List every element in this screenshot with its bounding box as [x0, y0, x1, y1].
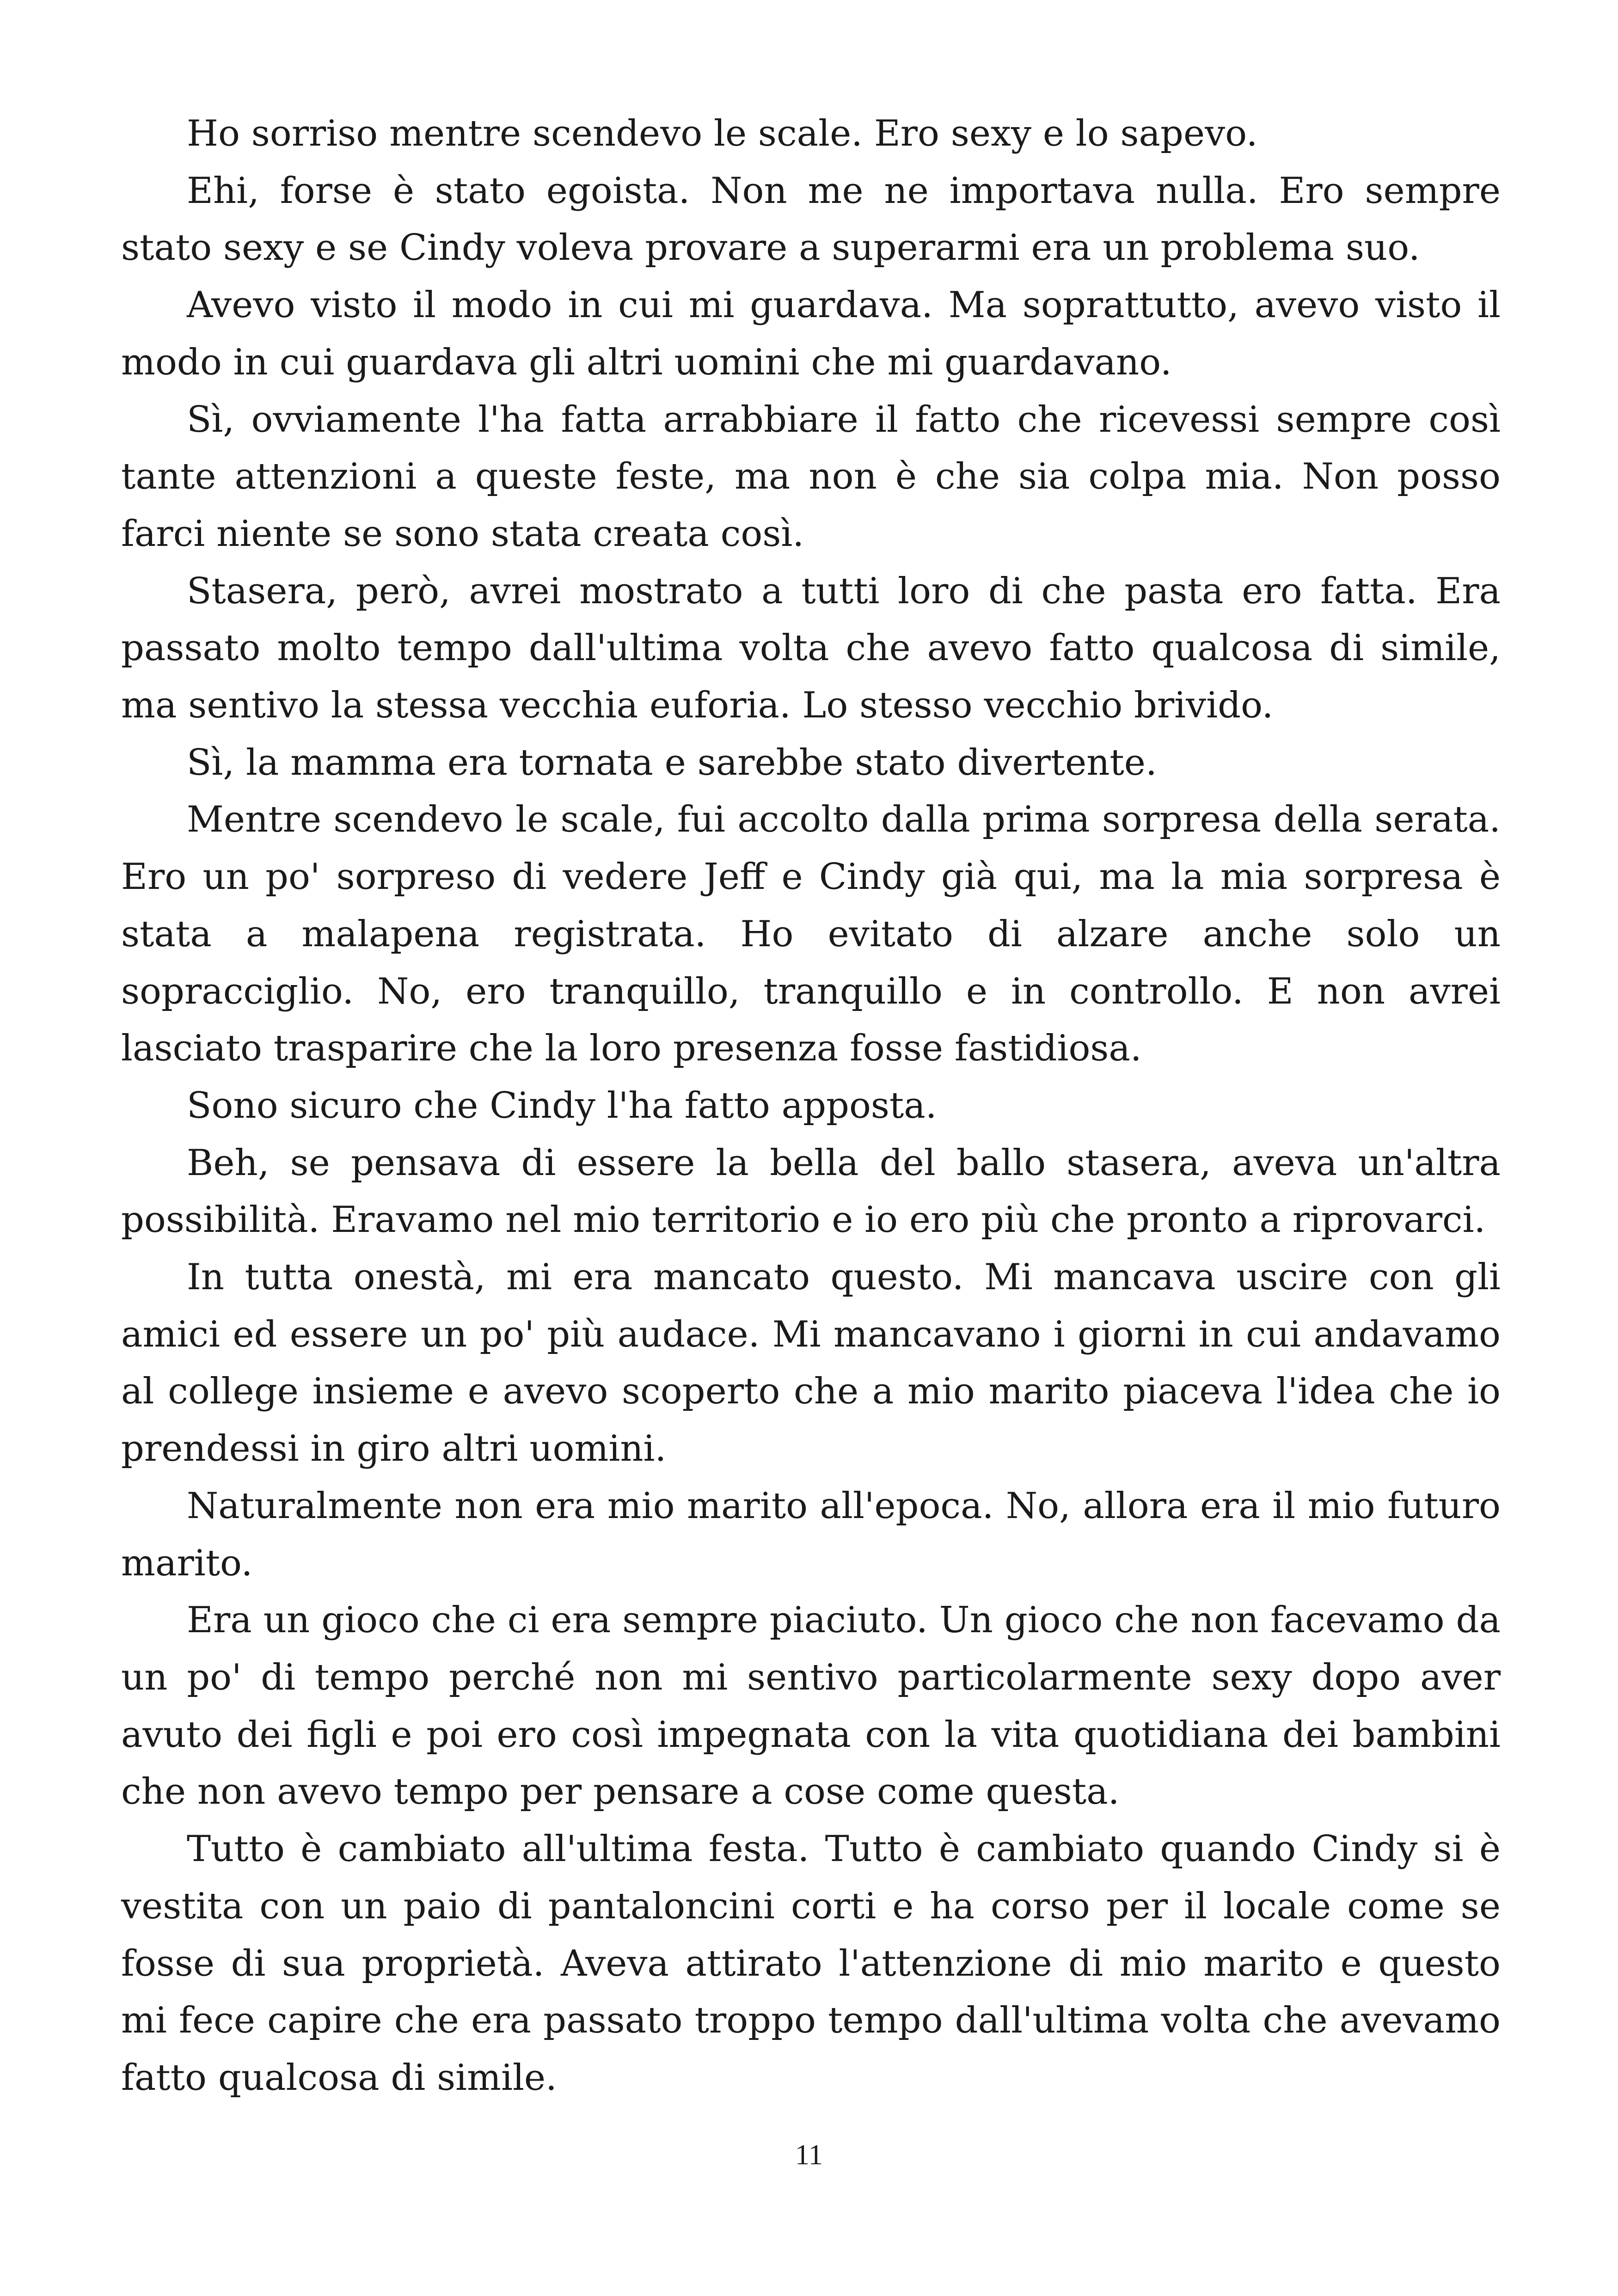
body-text [121, 105, 1501, 2107]
paragraph: Mentre scendevo le scale, fui accolto dalla prima sorpresa della serata. Ero un po' sorpreso di vedere Jeff e Cindy già qui, ma la mia sorpresa è stata a malapena registrata. Ho evitato di alzare anche solo un sopracciglio. No, ero tranquillo, tranquillo e in controllo. E non avrei lasciato trasparire che la loro presenza fosse fastidiosa. [121, 799, 1501, 1070]
paragraph: Ho sorriso mentre scendevo le scale. Ero sexy e lo sapevo. [187, 113, 1258, 154]
paragraph: Sono sicuro che Cindy l'ha fatto apposta. [187, 1084, 937, 1127]
page-number: 11 [795, 2139, 823, 2171]
paragraph: Stasera, però, avrei mostrato a tutti loro di che pasta ero fatta. Era passato molto tempo dall'ultima volta che avevo fatto qualcosa di simile, ma sentivo la stessa vecchia euforia. Lo stesso vecchio brivido. [121, 570, 1501, 727]
paragraph: Tutto è cambiato all'ultima festa. Tutto è cambiato quando Cindy si è vestita con un paio di pantaloncini corti e ha corso per il locale come se fosse di sua proprietà. Aveva attirato l'attenzione di mio marito e questo mi fece capire che era passato troppo tempo dall'ultima volta che avevamo fatto qualcosa di simile. [121, 1828, 1501, 2099]
paragraph: Ehi, forse è stato egoista. Non me ne importava nulla. Ero sempre stato sexy e se Cindy voleva provare a superarmi era un problema suo. [121, 170, 1501, 269]
paragraph: In tutta onestà, mi era mancato questo. Mi mancava uscire con gli amici ed essere un po' più audace. Mi mancavano i giorni in cui andavamo al college insieme e avevo scoperto che a mio marito piaceva l'idea che io prendessi in giro altri uomini. [121, 1256, 1501, 1470]
paragraph: Sì, la mamma era tornata e sarebbe stato divertente. [187, 741, 1157, 784]
paragraph: Avevo visto il modo in cui mi guardava. Ma soprattutto, avevo visto il modo in cui guardava gli altri uomini che mi guardavano. [121, 284, 1501, 383]
paragraph: Sì, ovviamente l'ha fatta arrabbiare il fatto che ricevessi sempre così tante attenzioni a queste feste, ma non è che sia colpa mia. Non posso farci niente se sono stata creata così. [121, 398, 1501, 555]
paragraph: Beh, se pensava di essere la bella del ballo stasera, aveva un'altra possibilità. Eravamo nel mio territorio e io ero più che pronto a riprovarci. [121, 1142, 1501, 1241]
paragraph: Era un gioco che ci era sempre piaciuto. Un gioco che non facevamo da un po' di tempo perché non mi sentivo particolarmente sexy dopo aver avuto dei figli e poi ero così impegnata con la vita quotidiana dei bambini che non avevo tempo per pensare a cose come questa. [121, 1599, 1501, 1813]
paragraph: Naturalmente non era mio marito all'epoca. No, allora era il mio futuro marito. [121, 1485, 1501, 1584]
